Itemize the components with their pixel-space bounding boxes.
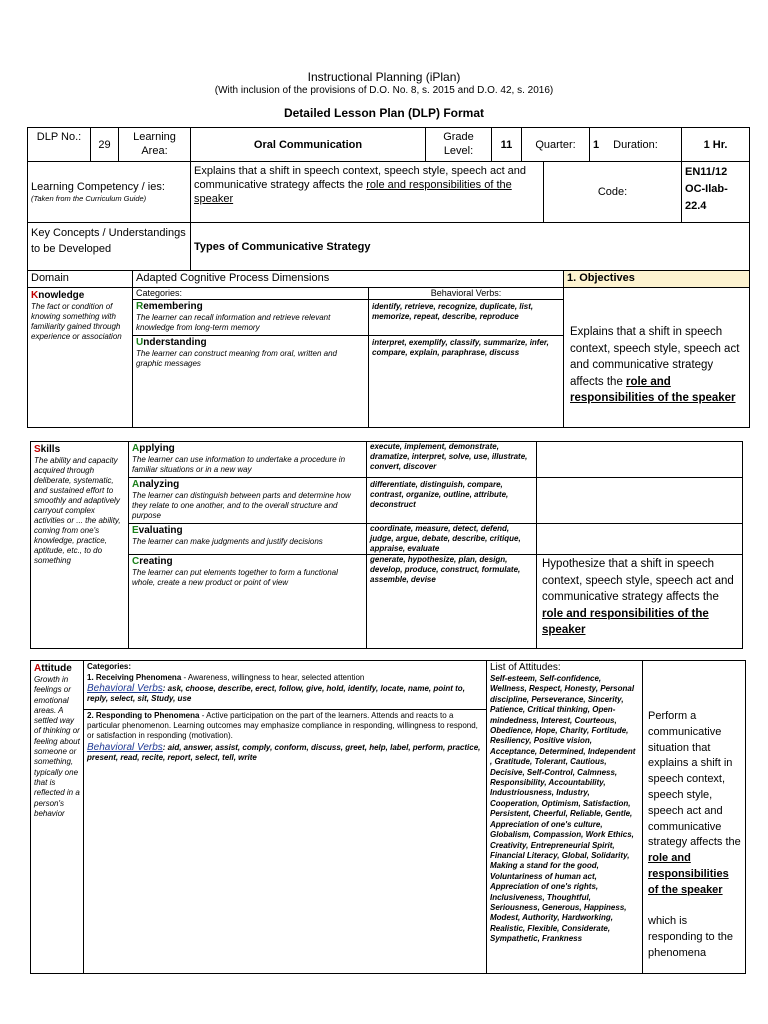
grade-level-value: 11 xyxy=(492,128,522,162)
evaluating-objective xyxy=(537,524,743,555)
objective-knowledge xyxy=(564,288,750,428)
remembering-verbs: identify, retrieve, recognize, duplicate, list, memorize, repeat, describe, reproduce xyxy=(369,300,564,336)
creating-desc: The learner can put elements together to form a functional whole, create a new product or point of view xyxy=(132,568,338,587)
receiving-verbs xyxy=(87,684,483,704)
evaluating-initial: E xyxy=(132,525,139,536)
page-subtitle: (With inclusion of the provisions of D.O. No. 8, s. 2015 and D.O. 42, s. 2016) xyxy=(214,85,554,96)
skills-desc: The ability and capacity acquired through deliberate, systematic, and sustained effort to smoothly and adaptively carryout complex activities or ... the ability, coming from one's knowledge, practice, aptitude, etc., to do something xyxy=(34,456,121,565)
responding-verbs-text: : aid, answer, assist, comply, conform, discuss, greet, help, label, perform, practice, present, read, recite, report, select, tell, write xyxy=(87,743,481,762)
attitudes-list: Self-esteem, Self-confidence, Wellness, Respect, Honesty, Personal discipline, Perseverance, Sincerity, Patience, Critical thinking, Open-mindedness, Interest, Courteous, Obedience, Hope, Charity, Fortitude, Resiliency, Positive vision, Acceptance, Determined, Independent , Gratitude, Tolerant, Cautious, Decisive, Self-Control, Calmness, Responsibility, Accountability, Industriousness, Industry, Cooperation, Optimism, Satisfaction, Persistent, Cheerful, Reliable, Gentle, Appreciation of one's culture, Globalism, Compassion, Work Ethics, Creativity, Entrepreneurial Spirit, Financial Literacy, Global, Solidarity, Making a stand for the good, Voluntariness of human act, Appreciation of one's rights, Inclusiveness, Thoughtful, Seriousness, Generous, Happiness, Modest, Authority, Hardworking, Realistic, Flexible, Considerate, Sympathetic, Frankness xyxy=(490,674,636,944)
responding-num: 2. xyxy=(87,711,94,720)
understanding-rest: nderstanding xyxy=(143,337,207,348)
duration-value: 1 Hr. xyxy=(682,128,750,162)
attitude-domain-table xyxy=(30,660,746,974)
attitude-categories-cell xyxy=(84,661,487,974)
key-concepts-label: Key Concepts / Understandings to be Developed xyxy=(28,223,191,271)
knowledge-cell xyxy=(28,288,133,428)
objective-knowledge-underline: role and responsibilities of the speaker xyxy=(570,375,736,404)
attitudes-list-cell xyxy=(487,661,643,974)
code-label: Code: xyxy=(544,162,682,223)
domain-header: Domain xyxy=(28,271,133,288)
dlp-no-label: DLP No.: xyxy=(28,128,91,162)
analyzing-initial: A xyxy=(132,479,140,490)
receiving-verbs-text: : ask, choose, describe, erect, follow, give, hold, identify, locate, name, point to, reply, select, sit, Study, use xyxy=(87,684,465,703)
objective-skills-plain: Hypothesize that a shift in speech context, speech style, speech act and communicative strategy affects the xyxy=(542,558,734,603)
page-title: Instructional Planning (iPlan) xyxy=(307,70,461,84)
understanding-cell xyxy=(133,336,369,428)
competency-text-underline: role and responsibilities of the speaker xyxy=(194,179,512,205)
format-title: Detailed Lesson Plan (DLP) Format xyxy=(283,106,485,120)
lesson-info-table xyxy=(27,127,750,271)
competency-note: (Taken from the Curriculum Guide) xyxy=(31,194,147,204)
categories-header: Categories: xyxy=(133,288,369,300)
remembering-initial: R xyxy=(136,301,144,312)
competency-label: Learning Competency / ies: xyxy=(31,181,165,194)
key-concepts-value: Types of Communicative Strategy xyxy=(191,223,750,271)
objective-attitude xyxy=(643,661,746,974)
learning-area-label: Learning Area: xyxy=(119,128,191,162)
analyzing-desc: The learner can distinguish between parts and determine how they relate to one another, and to the overall structure and purpose xyxy=(132,491,351,520)
competency-label-cell xyxy=(28,162,191,223)
understanding-initial: U xyxy=(136,337,144,348)
acpd-header: Adapted Cognitive Process Dimensions xyxy=(133,271,564,288)
skills-rest: kills xyxy=(40,444,61,455)
responding-desc: - Active participation on the part of the learners. Attends and reacts to a particular phenomenon. Learning outcomes may emphasize compliance in responding, willingness to respond, or satisfaction in responding (motivation). xyxy=(87,711,478,740)
objective-skills xyxy=(537,555,743,649)
receiving-phenomena xyxy=(87,673,483,683)
evaluating-verbs: coordinate, measure, detect, defend, judge, argue, debate, describe, critique, appraise, evaluate xyxy=(367,524,537,555)
objective-attitude-underline: role and responsibilities of the speaker xyxy=(648,852,729,896)
analyzing-objective xyxy=(537,478,743,524)
receiving-title: Receiving Phenomena xyxy=(95,673,182,682)
applying-desc: The learner can use information to undertake a procedure in familiar situations or in a new way xyxy=(132,455,346,474)
attitude-initial: A xyxy=(34,663,42,674)
competency-text xyxy=(191,162,544,223)
creating-cell xyxy=(129,555,367,649)
skills-cell xyxy=(31,442,129,649)
analyzing-verbs: differentiate, distinguish, compare, contrast, organize, outline, attribute, deconstruct xyxy=(367,478,537,524)
understanding-desc: The learner can construct meaning from oral, written and graphic messages xyxy=(136,349,337,368)
grade-level-label: Grade Level: xyxy=(426,128,492,162)
applying-objective xyxy=(537,442,743,478)
creating-initial: C xyxy=(132,556,140,567)
attitude-rest: ttitude xyxy=(41,663,72,674)
duration-label-text: Duration: xyxy=(613,138,658,151)
analyzing-rest: nalyzing xyxy=(139,479,180,490)
attitude-desc: Growth in feelings or emotional areas. A settled way of thinking or feeling about someone or something, typically one that is reflected in a person's behavior xyxy=(34,675,80,818)
objective-skills-underline: role and responsibilities of the speaker xyxy=(542,607,709,636)
quarter-value: 1 xyxy=(593,138,600,151)
evaluating-desc: The learner can make judgments and justify decisions xyxy=(132,537,323,546)
applying-initial: A xyxy=(132,443,140,454)
knowledge-initial: K xyxy=(31,290,39,301)
understanding-verbs: interpret, exemplify, classify, summarize, infer, compare, explain, paraphrase, discuss xyxy=(369,336,564,428)
skills-initial: S xyxy=(34,444,41,455)
duration-label xyxy=(590,128,682,162)
objective-attitude-tail: which is responding to the phenomena xyxy=(648,915,734,959)
applying-rest: pplying xyxy=(139,443,175,454)
competency-text-plain: Explains that a shift in speech context, speech style, speech act and communicative strategy affects the xyxy=(194,165,527,191)
objectives-header: 1. Objectives xyxy=(564,271,750,288)
skills-domain-table xyxy=(30,441,743,649)
applying-cell xyxy=(129,442,367,478)
creating-rest: reating xyxy=(139,556,173,567)
attitudes-list-label: List of Attitudes: xyxy=(490,662,561,673)
applying-verbs: execute, implement, demonstrate, dramatize, interpret, solve, use, illustrate, convert, discover xyxy=(367,442,537,478)
knowledge-desc: The fact or condition of knowing something with familiarity gained through experience or association xyxy=(31,302,122,341)
remembering-cell xyxy=(133,300,369,336)
responding-verbs xyxy=(87,743,483,763)
evaluating-rest: valuating xyxy=(138,525,183,536)
quarter-label: Quarter: xyxy=(522,128,590,162)
creating-verbs: generate, hypothesize, plan, design, develop, produce, construct, formulate, assemble, devise xyxy=(367,555,537,649)
receiving-num: 1. xyxy=(87,673,94,682)
objective-attitude-plain: Perform a communicative situation that explains a shift in speech context, speech style, speech act and communicative strategy affects the xyxy=(648,710,741,849)
responding-phenomena xyxy=(87,711,483,741)
responding-bv-label: Behavioral Verbs xyxy=(87,742,163,753)
remembering-rest: emembering xyxy=(143,301,203,312)
learning-area-value: Oral Communication xyxy=(191,128,426,162)
remembering-desc: The learner can recall information and retrieve relevant knowledge from long-term memory xyxy=(136,313,331,332)
responding-title: Responding to Phenomena xyxy=(95,711,200,720)
dlp-no-value: 29 xyxy=(91,128,119,162)
behavioral-verbs-header: Behavioral Verbs: xyxy=(369,288,564,300)
knowledge-domain-table xyxy=(27,270,750,428)
receiving-desc: - Awareness, willingness to hear, selected attention xyxy=(181,673,365,682)
code-value: EN11/12 OC-Ilab-22.4 xyxy=(682,162,750,223)
analyzing-cell xyxy=(129,478,367,524)
receiving-bv-label: Behavioral Verbs xyxy=(87,683,163,694)
attitude-cell xyxy=(31,661,84,974)
attitude-categories-label: Categories: xyxy=(87,662,132,671)
knowledge-rest: nowledge xyxy=(38,290,85,301)
evaluating-cell xyxy=(129,524,367,555)
objective-knowledge-plain: Explains that a shift in speech context, speech style, speech act and communicative strategy affects the xyxy=(570,326,740,388)
